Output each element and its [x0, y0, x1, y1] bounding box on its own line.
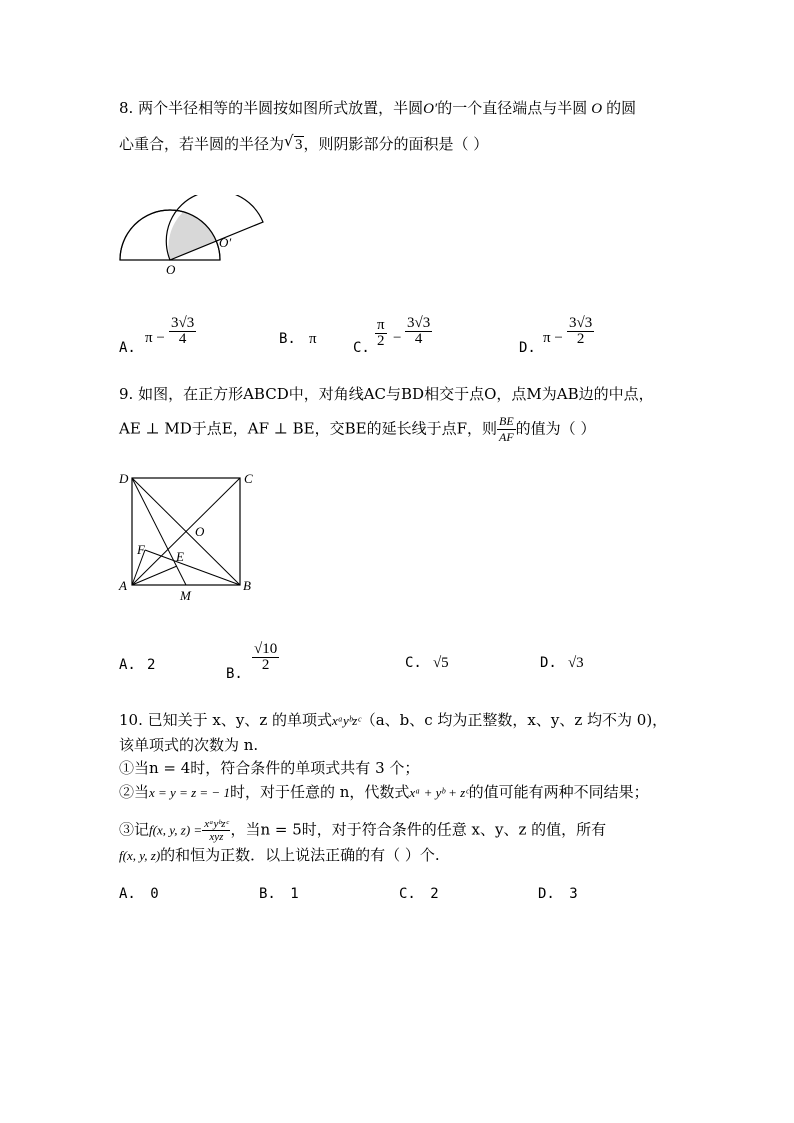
- q10-stem-line1: 10. 已知关于 x、y、z 的单项式xᵃyᵇzᶜ（a、b、c 均为正整数，x、y、z 均不为 0)，: [119, 711, 668, 729]
- label-O-prime: O′: [219, 235, 232, 250]
- line-ae: [132, 566, 177, 585]
- label-F: F: [137, 542, 145, 557]
- q9-option-d[interactable]: D. √3: [540, 655, 584, 671]
- q8-stem-line2: 心重合，若半圆的半径为 √ 3，则阴影部分的面积是（ ）: [119, 132, 489, 153]
- label-D: D: [119, 471, 129, 486]
- line-dm: [132, 478, 186, 585]
- q10-option-b[interactable]: B. 1: [259, 886, 299, 902]
- label-A: A: [119, 578, 127, 593]
- sqrt-3: √ 3: [284, 132, 303, 153]
- q9-option-b[interactable]: B. $\frac{√10}{2}$: [226, 641, 278, 682]
- q8-option-b[interactable]: B. π: [279, 331, 317, 347]
- q9-stem-line1: 9. 如图，在正方形ABCD中，对角线AC与BD相交于点O，点M为AB边的中点，: [119, 385, 654, 403]
- shaded-region: [168, 212, 217, 260]
- q8-option-c[interactable]: C. $\frac{\pi}{2}$ − $\frac{3√3}{4}$: [353, 315, 431, 356]
- line-bf: [145, 550, 240, 585]
- q10-option-c[interactable]: C. 2: [399, 886, 439, 902]
- q10-stem-line2: 该单项式的次数为 n.: [119, 736, 259, 754]
- label-E: E: [176, 549, 184, 564]
- q9-option-c[interactable]: C. √5: [405, 655, 449, 671]
- q10-statement-3: ③记f(x, y, z) = $\frac{\text{xᵃyᵇzᶜ}}{\text{xyz}}$ ，当n = 5时，对于符合条件的任意 x、y、z 的值，所有: [119, 818, 607, 843]
- q8-option-d[interactable]: D. π − $\frac{3√3}{2}$: [519, 315, 593, 356]
- q9-stem-line2: AE ⊥ MD于点E，AF ⊥ BE，交BE的延长线于点F，则 $\frac{BE}{AF}$ 的值为（ ）: [119, 414, 596, 444]
- q10-statement-1: ①当n = 4时，符合条件的单项式共有 3 个；: [119, 759, 420, 777]
- q10-statement-2: ②当x = y = z = − 1时，对于任意的 n，代数式xᵃ + yᵇ + zᶜ的值可能有两种不同结果；: [119, 783, 649, 801]
- q10-statement-3-cont: f(x, y, z)的和恒为正数．以上说法正确的有（ ）个.: [119, 846, 440, 864]
- q10-option-a[interactable]: A. 0: [119, 886, 159, 902]
- label-C: C: [244, 471, 253, 486]
- label-B: B: [243, 578, 251, 593]
- q8-stem-line1: 8. 两个半径相等的半圆按如图所式放置，半圆O′的一个直径端点与半圆 O 的圆: [119, 99, 637, 117]
- label-M: M: [180, 588, 191, 603]
- q9-option-a[interactable]: A. 2: [119, 657, 156, 673]
- q8-figure: [115, 195, 275, 280]
- label-O: O: [195, 524, 205, 539]
- label-O: O: [166, 262, 176, 277]
- q9-figure: [115, 468, 265, 608]
- q10-option-d[interactable]: D. 3: [538, 886, 578, 902]
